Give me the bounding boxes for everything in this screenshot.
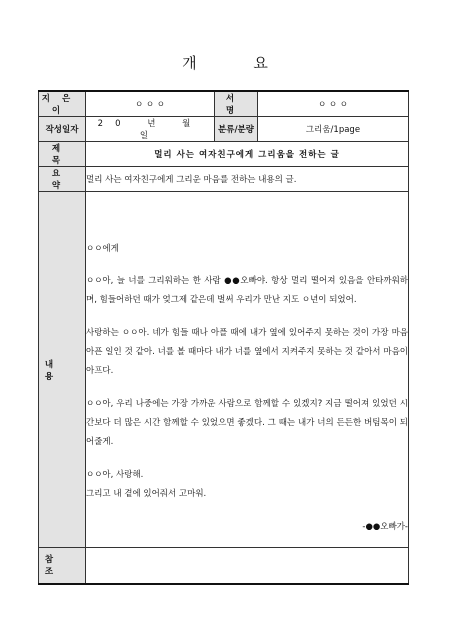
category-label: 분류/분량 xyxy=(215,117,258,142)
letter-paragraph: ㅇㅇ아, 늘 너를 그리워하는 한 사람 ●●오빠야. 항상 멀리 떨어져 있음을 안타까워하며, 힘들어하던 때가 엊그제 같은데 벌써 우리가 만난 지도 ㅇ년이 되었어. xyxy=(86,275,408,305)
summary-value: 멀리 사는 여자친구에게 그리운 마음를 전하는 내용의 글. xyxy=(86,167,409,192)
reference-label: 참 조 xyxy=(39,548,86,584)
author-row xyxy=(39,91,409,117)
letter-greeting: ㅇㅇ에게 xyxy=(86,243,119,254)
date-row xyxy=(39,117,409,142)
letter-sign-off: -●●오빠가- xyxy=(362,521,408,532)
subject-label: 제 목 xyxy=(39,142,86,167)
letter-paragraph: ㅇㅇ아, 우리 나중에는 가장 가까운 사람으로 함께할 수 있겠지? 지금 떨어져 있었던 시간보다 더 많은 시간 함께할 수 있었으면 좋겠다. 그 때는 내가 너의 든든한 버팀목이 되어줄게. xyxy=(86,398,408,447)
letter-closing-thanks: 그리고 내 곁에 있어줘서 고마워. xyxy=(86,488,207,499)
summary-form-table xyxy=(38,90,409,585)
page-title: 개 요 xyxy=(182,54,294,72)
letter-body xyxy=(86,192,409,548)
author-value: ㅇ ㅇ ㅇ xyxy=(86,91,215,117)
content-label: 내 용 xyxy=(39,192,86,548)
date-value: 20 년 월 일 xyxy=(86,117,215,142)
author-label: 지은이 xyxy=(39,91,86,117)
reference-value xyxy=(86,548,409,584)
subject-value: 멀리 사는 여자친구에게 그리움을 전하는 글 xyxy=(86,142,409,167)
summary-row xyxy=(39,167,409,192)
reference-row xyxy=(39,548,409,584)
category-value: 그리움/1page xyxy=(258,117,409,142)
content-row xyxy=(39,192,409,548)
signature-value: ㅇ ㅇ ㅇ xyxy=(258,91,409,117)
letter-closing-love: ㅇㅇ아, 사랑해. xyxy=(86,469,144,480)
summary-label: 요 약 xyxy=(39,167,86,192)
date-label: 작성일자 xyxy=(39,117,86,142)
subject-row xyxy=(39,142,409,167)
letter-paragraph: 사랑하는 ㅇㅇ아. 네가 힘들 때나 아플 때에 내가 옆에 있어주지 못하는 것이 가장 마음 아픈 일인 것 같아. 너를 볼 때마다 내가 너를 옆에서 지켜주지 못하는 것 같아서 마음이 아프다. xyxy=(86,327,408,376)
signature-label: 서 명 xyxy=(215,91,258,117)
